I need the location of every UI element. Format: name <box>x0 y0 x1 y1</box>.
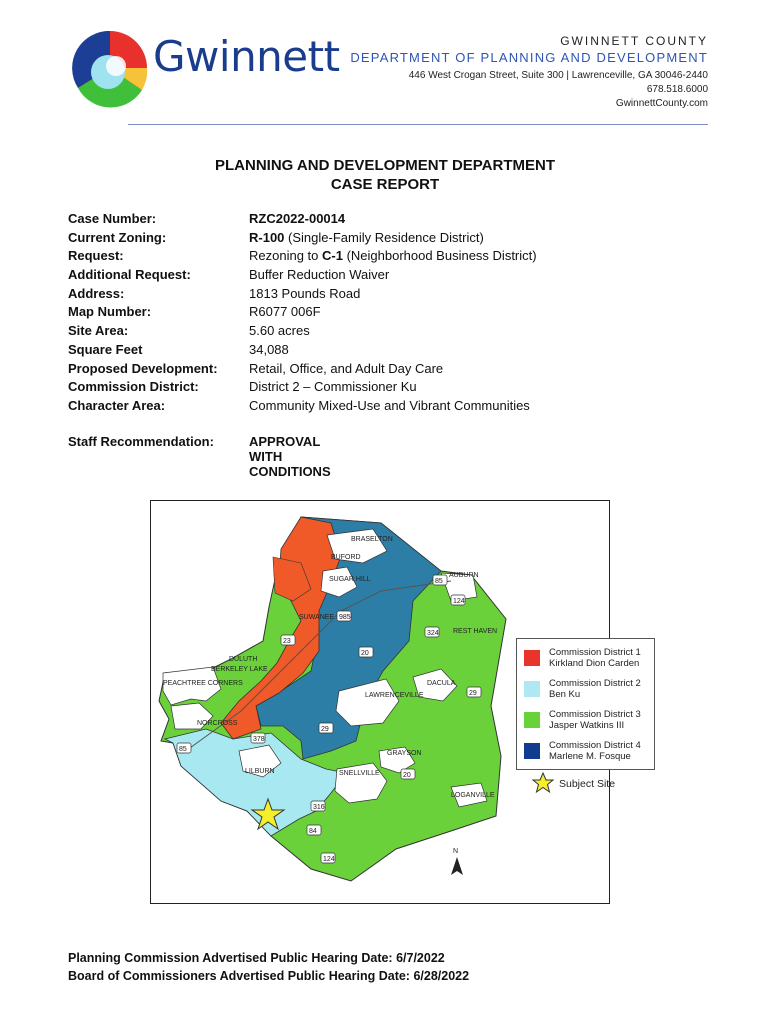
map-label: GRAYSON <box>387 750 422 757</box>
additional-request-value: Buffer Reduction Waiver <box>249 267 390 283</box>
gwinnett-logo <box>70 28 340 108</box>
route-label: 85 <box>179 746 187 753</box>
map-label: REST HAVEN <box>453 628 498 635</box>
commission-district-value: District 2 – Commissioner Ku <box>249 379 417 395</box>
north-arrow-icon <box>451 857 463 875</box>
map-number-label: Map Number: <box>68 304 152 320</box>
department-address: 446 West Crogan Street, Suite 300 | Lawrenceville, GA 30046-2440 <box>408 70 708 81</box>
case-number-label: Case Number: <box>68 211 157 226</box>
legend-swatch <box>524 650 540 666</box>
map-label: DULUTH <box>229 656 258 663</box>
report-title-line1: PLANNING AND DEVELOPMENT DEPARTMENT <box>214 157 555 174</box>
legend-commissioner: Jasper Watkins III <box>549 720 625 731</box>
subject-site-label: Subject Site <box>559 778 616 790</box>
logo-wordmark: Gwinnett <box>153 32 340 81</box>
route-label: 84 <box>309 828 317 835</box>
current-zoning-code: R-100 <box>249 229 285 245</box>
map-label: AUBURN <box>449 572 479 579</box>
planning-commission-hearing-date: Planning Commission Advertised Public Hearing Date: 6/7/2022 <box>68 951 445 965</box>
route-label: 20 <box>403 772 411 779</box>
map-label: SUWANEE <box>299 614 335 621</box>
board-commissioners-hearing-date: Board of Commissioners Advertised Public Hearing Date: 6/28/2022 <box>68 969 470 983</box>
staff-recommendation-value: APPROVAL WITH CONDITIONS <box>249 434 331 479</box>
proposed-development-label: Proposed Development: <box>68 360 218 376</box>
additional-request-label: Additional Request: <box>68 267 191 283</box>
map-label: DACULA <box>427 680 456 687</box>
map-label: BRASELTON <box>351 536 393 543</box>
legend-star-icon <box>532 772 554 794</box>
address-label: Address: <box>68 285 125 301</box>
route-label: 29 <box>321 726 329 733</box>
department-block <box>350 34 708 109</box>
map-label: BERKELEY LAKE <box>211 666 268 673</box>
north-label: N <box>453 848 459 855</box>
legend-commissioner: Marlene M. Fosque <box>549 751 631 762</box>
request-prefix: Rezoning to <box>249 248 322 264</box>
legend-text <box>549 647 659 669</box>
map-label: PEACHTREE CORNERS <box>163 680 243 687</box>
request-label: Request: <box>68 248 124 264</box>
route-label: 324 <box>427 630 439 637</box>
map-label: LILBURN <box>245 768 275 775</box>
report-title <box>0 156 770 194</box>
request-code: C-1 <box>322 248 343 264</box>
route-label: 85 <box>435 578 443 585</box>
legend-text <box>549 678 659 700</box>
hearing-dates <box>68 949 469 985</box>
county-name: GWINNETT COUNTY <box>560 34 708 48</box>
route-label: 316 <box>313 804 325 811</box>
character-area-value: Community Mixed-Use and Vibrant Communities <box>249 397 530 413</box>
map-label: LOGANVILLE <box>451 792 495 799</box>
legend-text <box>549 740 659 762</box>
character-area-label: Character Area: <box>68 397 166 413</box>
report-title-line2: CASE REPORT <box>330 176 440 193</box>
route-label: 124 <box>453 598 465 605</box>
site-area-label: Site Area: <box>68 323 129 339</box>
legend-district: Commission District 4 <box>549 740 641 751</box>
map-legend <box>516 638 655 770</box>
legend-district: Commission District 3 <box>549 709 641 720</box>
request-value <box>249 247 537 266</box>
route-label: 23 <box>283 638 291 645</box>
square-feet-value: 34,088 <box>249 341 289 357</box>
request-desc: (Neighborhood Business District) <box>342 248 537 264</box>
site-area-value: 5.60 acres <box>249 323 310 339</box>
legend-commissioner: Kirkland Dion Carden <box>549 658 640 669</box>
department-phone: 678.518.6000 <box>646 84 708 95</box>
legend-text <box>549 709 659 731</box>
route-label: 985 <box>339 614 351 621</box>
case-number-value: RZC2022-00014 <box>249 211 346 226</box>
map-label: LAWRENCEVILLE <box>365 692 424 699</box>
route-label: 20 <box>361 650 369 657</box>
legend-district: Commission District 2 <box>549 678 641 689</box>
legend-swatch <box>524 712 540 728</box>
route-label: 124 <box>323 856 335 863</box>
current-zoning-label: Current Zoning: <box>68 229 167 245</box>
legend-swatch <box>524 743 540 759</box>
square-feet-label: Square Feet <box>68 341 143 357</box>
route-label: 29 <box>469 690 477 697</box>
legend-commissioner: Ben Ku <box>549 689 581 700</box>
staff-recommendation <box>68 434 331 479</box>
header-divider <box>128 124 708 125</box>
proposed-development-value: Retail, Office, and Adult Day Care <box>249 360 444 376</box>
commission-district-label: Commission District: <box>68 379 199 395</box>
gwinnett-logo-mark-icon <box>70 28 152 108</box>
department-website: GwinnettCounty.com <box>615 98 708 109</box>
current-zoning-desc: (Single-Family Residence District) <box>284 229 484 245</box>
legend-swatch <box>524 681 540 697</box>
legend-district: Commission District 1 <box>549 647 641 658</box>
staff-recommendation-label: Staff Recommendation: <box>68 434 214 449</box>
route-label: 378 <box>253 736 265 743</box>
map-label: BUFORD <box>331 554 361 561</box>
current-zoning-value <box>249 229 484 248</box>
map-label: SNELLVILLE <box>339 770 380 777</box>
address-value: 1813 Pounds Road <box>249 285 361 301</box>
department-name: DEPARTMENT OF PLANNING AND DEVELOPMENT <box>350 50 708 65</box>
map-label: NORCROSS <box>197 720 238 727</box>
map-number-value: R6077 006F <box>249 304 321 320</box>
map-label: SUGAR HILL <box>329 576 371 583</box>
